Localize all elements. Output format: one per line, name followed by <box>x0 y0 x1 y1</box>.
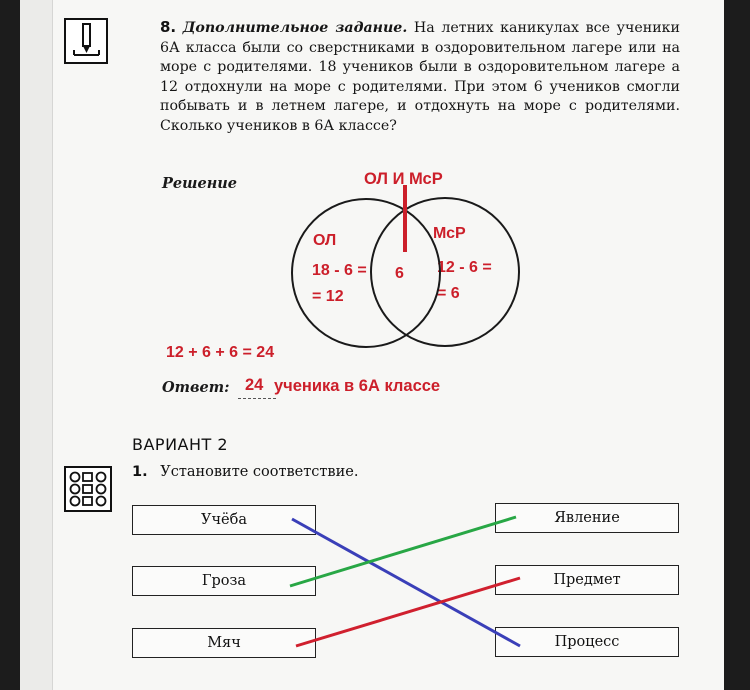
match-line-blue <box>292 519 520 646</box>
match-right-2[interactable]: Предмет <box>495 565 679 595</box>
answer-value: 24 <box>245 376 264 394</box>
left-set-calc-2: = 12 <box>312 288 344 305</box>
answer-text: ученика в 6А классе <box>274 377 441 395</box>
venn-left-circle <box>292 199 440 347</box>
intersection-label: ОЛ И МсР <box>364 170 443 188</box>
match-line-red <box>296 578 520 646</box>
variant-title: ВАРИАНТ 2 <box>132 435 229 454</box>
drawing-overlay <box>20 0 724 690</box>
answer-label: Ответ: <box>162 379 230 396</box>
right-set-calc-1: 12 - 6 = <box>437 259 492 276</box>
venn-right-circle <box>371 198 519 346</box>
right-set-calc-2: = 6 <box>437 285 460 302</box>
left-set-calc-1: 18 - 6 = <box>312 262 367 279</box>
task1-number: 1. <box>132 464 148 480</box>
problem-lead: Дополнительное задание. <box>182 20 408 36</box>
task1-text: Установите соответствие. <box>160 464 359 480</box>
workbook-page <box>20 0 724 690</box>
match-left-1[interactable]: Учёба <box>132 505 316 535</box>
intersection-value: 6 <box>395 265 404 282</box>
problem-body: На летних каникулах все ученики 6А класса были со сверстниками в оздоровительном лагере или на море с родителями. 18 учеников были в оздоровительном лагере а 12 отдохнули на море с родителями. При этом 6 учеников смогли побывать и в летнем лагере, и отдохнуть на море с родителями. Сколько учеников в 6А классе? <box>160 20 680 134</box>
right-set-name: МсР <box>433 225 466 242</box>
problem-number: 8. <box>160 18 177 36</box>
match-left-2[interactable]: Гроза <box>132 566 316 596</box>
match-right-3[interactable]: Процесс <box>495 627 679 657</box>
sum-equation: 12 + 6 + 6 = 24 <box>166 344 275 361</box>
solution-label: Решение <box>162 175 238 192</box>
match-line-green <box>290 517 516 586</box>
match-left-3[interactable]: Мяч <box>132 628 316 658</box>
left-set-name: ОЛ <box>313 232 337 249</box>
match-right-1[interactable]: Явление <box>495 503 679 533</box>
